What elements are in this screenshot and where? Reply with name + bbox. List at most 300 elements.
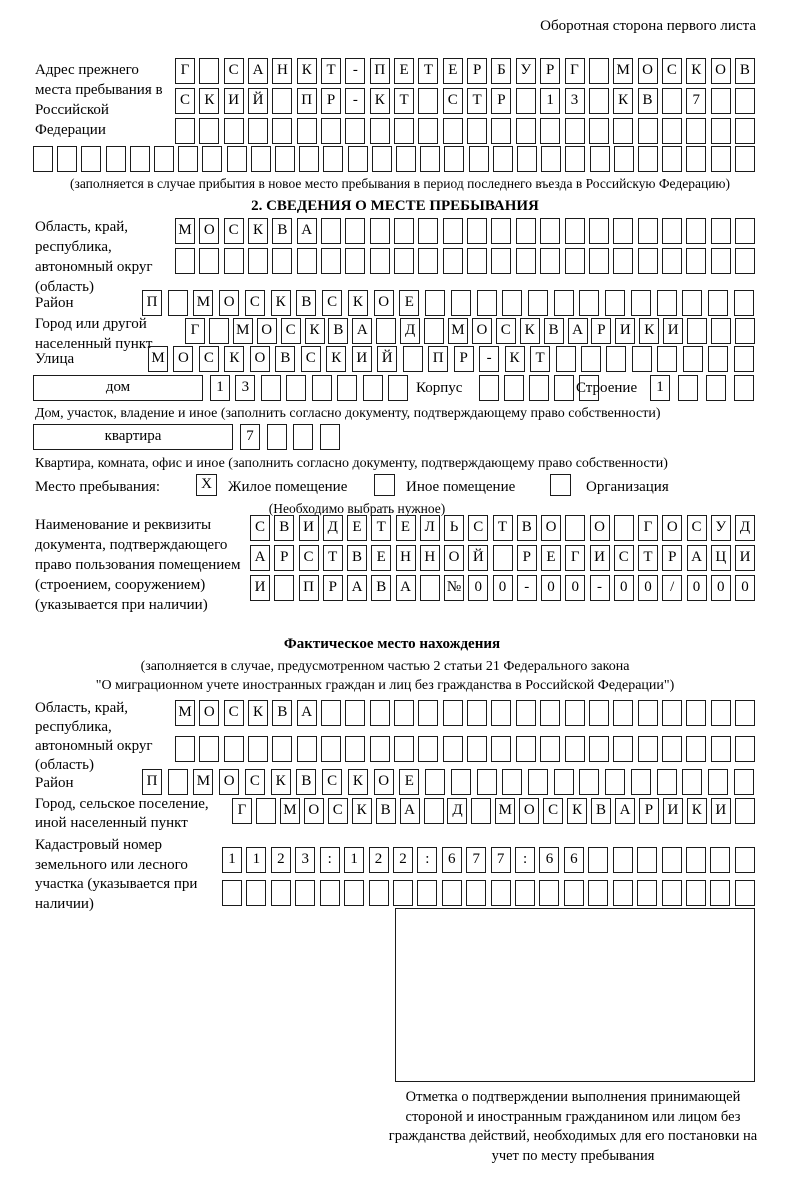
char-cell (451, 290, 471, 316)
char-cell: О (219, 290, 239, 316)
char-cell (613, 218, 633, 244)
char-cell (589, 58, 609, 84)
char-cell: Е (371, 545, 391, 571)
char-cell: К (686, 58, 706, 84)
char-cell (154, 146, 174, 172)
char-cell: К (297, 58, 317, 84)
char-cell (299, 146, 319, 172)
char-cell (467, 736, 487, 762)
char-cell (344, 880, 364, 906)
char-cell (637, 880, 657, 906)
char-cell (271, 880, 291, 906)
char-cell: М (280, 798, 300, 824)
char-cell (248, 248, 268, 274)
char-cell: : (515, 847, 535, 873)
char-cell: Й (468, 545, 488, 571)
char-cell (554, 290, 574, 316)
char-cell: Р (517, 545, 537, 571)
char-cell: О (472, 318, 492, 344)
char-cell (683, 346, 703, 372)
char-cell (403, 346, 423, 372)
char-cell (224, 248, 244, 274)
stay-checkbox-inoe (374, 474, 395, 496)
char-cell: В (296, 769, 316, 795)
char-cell: Е (394, 58, 414, 84)
char-cell (662, 146, 682, 172)
char-cell: - (517, 575, 537, 601)
char-cell (711, 248, 731, 274)
char-cell (224, 736, 244, 762)
char-cell (657, 346, 677, 372)
char-cell: Е (541, 545, 561, 571)
char-cell (711, 736, 731, 762)
char-cell: А (248, 58, 268, 84)
char-cell: К (687, 798, 707, 824)
char-cell (418, 218, 438, 244)
region-row-1 (175, 218, 755, 244)
char-cell (662, 700, 682, 726)
char-cell: О (374, 769, 394, 795)
char-cell: Е (443, 58, 463, 84)
char-cell: К (567, 798, 587, 824)
char-cell (418, 118, 438, 144)
char-cell (734, 290, 754, 316)
char-cell: О (250, 346, 270, 372)
char-cell: П (142, 769, 162, 795)
region-row-2 (175, 248, 755, 274)
char-cell: Г (565, 545, 585, 571)
char-cell: П (297, 88, 317, 114)
char-cell (711, 318, 731, 344)
city-row (185, 318, 755, 344)
char-cell: 7 (240, 424, 260, 450)
char-cell: В (544, 318, 564, 344)
char-cell: К (505, 346, 525, 372)
char-cell (565, 218, 585, 244)
char-cell (57, 146, 77, 172)
char-cell (424, 318, 444, 344)
char-cell (320, 880, 340, 906)
char-cell (589, 218, 609, 244)
char-cell (502, 290, 522, 316)
char-cell: 2 (271, 847, 291, 873)
char-cell: И (590, 545, 610, 571)
confirmation-mark-box (395, 908, 755, 1082)
char-cell (248, 118, 268, 144)
char-cell: В (272, 700, 292, 726)
char-cell: М (495, 798, 515, 824)
char-cell (687, 318, 707, 344)
char-cell: К (639, 318, 659, 344)
stroenie-label: Строение (576, 380, 638, 396)
char-cell (425, 290, 445, 316)
char-cell (734, 375, 754, 401)
char-cell: Д (400, 318, 420, 344)
char-cell: Р (591, 318, 611, 344)
char-cell: В (347, 545, 367, 571)
char-cell: С (281, 318, 301, 344)
char-cell: В (638, 88, 658, 114)
char-cell: Й (377, 346, 397, 372)
char-cell: У (516, 58, 536, 84)
actual-region-row-1 (175, 700, 755, 726)
char-cell (735, 736, 755, 762)
char-cell: С (224, 700, 244, 726)
char-cell (106, 146, 126, 172)
char-cell (735, 88, 755, 114)
char-cell (443, 700, 463, 726)
char-cell (175, 248, 195, 274)
char-cell (735, 847, 755, 873)
char-cell (590, 146, 610, 172)
char-cell (418, 248, 438, 274)
char-cell (589, 88, 609, 114)
section2-title: 2. СВЕДЕНИЯ О МЕСТЕ ПРЕБЫВАНИЯ (251, 198, 539, 214)
char-cell: С (322, 769, 342, 795)
char-cell: У (711, 515, 731, 541)
cadastre-label: Кадастровый номер земельного или лесного участка (указывается при наличии) (35, 837, 198, 912)
char-cell (493, 545, 513, 571)
char-cell (529, 375, 549, 401)
char-cell: С (614, 545, 634, 571)
char-cell (369, 880, 389, 906)
char-cell (638, 118, 658, 144)
char-cell: 0 (468, 575, 488, 601)
char-cell: И (615, 318, 635, 344)
char-cell (711, 218, 731, 244)
char-cell (477, 290, 497, 316)
char-cell: С (199, 346, 219, 372)
char-cell (632, 346, 652, 372)
street-label: Улица (35, 351, 75, 367)
char-cell: № (444, 575, 464, 601)
char-cell (686, 118, 706, 144)
char-cell (370, 118, 390, 144)
char-cell (686, 218, 706, 244)
char-cell (345, 700, 365, 726)
char-cell: В (275, 346, 295, 372)
char-cell (711, 146, 731, 172)
char-cell (297, 736, 317, 762)
char-cell: С (662, 58, 682, 84)
char-cell: М (193, 769, 213, 795)
char-cell: А (400, 798, 420, 824)
char-cell: И (711, 798, 731, 824)
char-cell: А (297, 700, 317, 726)
char-cell: А (687, 545, 707, 571)
char-cell: - (345, 88, 365, 114)
char-cell (588, 880, 608, 906)
char-cell (321, 700, 341, 726)
char-cell: Т (418, 58, 438, 84)
char-cell: Т (638, 545, 658, 571)
char-cell (735, 318, 755, 344)
char-cell (466, 880, 486, 906)
char-cell: В (591, 798, 611, 824)
char-cell (565, 700, 585, 726)
char-cell (706, 375, 726, 401)
char-cell: П (428, 346, 448, 372)
char-cell: С (224, 218, 244, 244)
char-cell: К (326, 346, 346, 372)
actual-region-label: Область, край, республика, автономный округ (область) (35, 700, 153, 773)
char-cell (579, 769, 599, 795)
actual-location-title: Фактическое место нахождения (283, 636, 501, 652)
char-cell: А (250, 545, 270, 571)
char-cell: С (328, 798, 348, 824)
char-cell: Г (565, 58, 585, 84)
char-cell (491, 248, 511, 274)
char-cell (272, 736, 292, 762)
char-cell (418, 736, 438, 762)
char-cell: М (233, 318, 253, 344)
char-cell: В (376, 798, 396, 824)
char-cell: 3 (565, 88, 585, 114)
char-cell (491, 218, 511, 244)
char-cell (638, 736, 658, 762)
char-cell (199, 736, 219, 762)
char-cell: Е (399, 769, 419, 795)
char-cell (348, 146, 368, 172)
char-cell (613, 736, 633, 762)
char-cell (589, 248, 609, 274)
char-cell (418, 88, 438, 114)
char-cell: М (175, 700, 195, 726)
char-cell: М (613, 58, 633, 84)
char-cell (662, 88, 682, 114)
char-cell (479, 375, 499, 401)
char-cell: П (299, 575, 319, 601)
char-cell: Е (399, 290, 419, 316)
char-cell (81, 146, 101, 172)
char-cell (224, 118, 244, 144)
char-cell: Т (530, 346, 550, 372)
char-cell: С (224, 58, 244, 84)
char-cell (451, 769, 471, 795)
char-cell (613, 118, 633, 144)
char-cell (295, 880, 315, 906)
char-cell (657, 769, 677, 795)
actual-location-note-2: "О миграционном учете иностранных граждан и лиц без гражданства в Российской Федерации") (95, 678, 675, 693)
char-cell (708, 290, 728, 316)
char-cell: Д (323, 515, 343, 541)
prev-address-row-2 (175, 88, 755, 114)
char-cell: Е (347, 515, 367, 541)
char-cell (686, 248, 706, 274)
street-row (148, 346, 754, 372)
char-cell (394, 736, 414, 762)
prev-address-row-3 (175, 118, 755, 144)
char-cell: М (175, 218, 195, 244)
char-cell (491, 736, 511, 762)
char-cell: Р (323, 575, 343, 601)
char-cell (504, 375, 524, 401)
char-cell (516, 88, 536, 114)
char-cell: 1 (222, 847, 242, 873)
char-cell: К (248, 218, 268, 244)
char-cell: К (348, 290, 368, 316)
char-cell: - (345, 58, 365, 84)
char-cell (605, 769, 625, 795)
corner-note: Оборотная сторона первого листа (540, 18, 756, 34)
char-cell: Т (371, 515, 391, 541)
char-cell (589, 118, 609, 144)
char-cell (275, 146, 295, 172)
char-cell (469, 146, 489, 172)
char-cell: С (322, 290, 342, 316)
char-cell (631, 769, 651, 795)
char-cell (396, 146, 416, 172)
char-cell: И (663, 798, 683, 824)
char-cell (394, 118, 414, 144)
district-row (142, 290, 754, 316)
char-cell: И (299, 515, 319, 541)
char-cell: К (352, 798, 372, 824)
char-cell (297, 248, 317, 274)
char-cell (178, 146, 198, 172)
char-cell (678, 375, 698, 401)
char-cell: С (245, 769, 265, 795)
char-cell (613, 700, 633, 726)
char-cell: Т (321, 58, 341, 84)
char-cell (370, 218, 390, 244)
char-cell (556, 346, 576, 372)
char-cell: В (274, 515, 294, 541)
char-cell (682, 769, 702, 795)
char-cell: 1 (540, 88, 560, 114)
district-label: Район (35, 295, 74, 311)
char-cell (394, 248, 414, 274)
char-cell: 1 (210, 375, 230, 401)
char-cell (662, 736, 682, 762)
char-cell (631, 290, 651, 316)
prev-address-label: Адрес прежнего места пребывания в Российской Федерации (35, 62, 163, 138)
char-cell (528, 769, 548, 795)
char-cell (370, 736, 390, 762)
char-cell (540, 218, 560, 244)
char-cell: А (568, 318, 588, 344)
char-cell: О (257, 318, 277, 344)
stay-checkbox-org (550, 474, 571, 496)
char-cell: 0 (493, 575, 513, 601)
char-cell: О (304, 798, 324, 824)
char-cell: С (299, 545, 319, 571)
house-type-box: дом (33, 375, 203, 401)
char-cell: Р (639, 798, 659, 824)
char-cell: Р (454, 346, 474, 372)
char-cell: П (142, 290, 162, 316)
char-cell (393, 880, 413, 906)
char-cell (320, 424, 340, 450)
char-cell (199, 248, 219, 274)
char-cell (444, 146, 464, 172)
city-label: Город или другой населенный пункт (35, 316, 153, 352)
char-cell: М (148, 346, 168, 372)
char-cell (272, 88, 292, 114)
char-cell: В (371, 575, 391, 601)
char-cell: Р (540, 58, 560, 84)
char-cell: К (613, 88, 633, 114)
char-cell: : (417, 847, 437, 873)
document-row-3 (250, 575, 755, 601)
char-cell (323, 146, 343, 172)
char-cell (337, 375, 357, 401)
char-cell (613, 880, 633, 906)
char-cell: К (370, 88, 390, 114)
char-cell (345, 736, 365, 762)
char-cell: Д (735, 515, 755, 541)
char-cell: Т (323, 545, 343, 571)
char-cell (261, 375, 281, 401)
char-cell: М (193, 290, 213, 316)
char-cell: Р (491, 88, 511, 114)
char-cell (686, 736, 706, 762)
char-cell: Г (175, 58, 195, 84)
char-cell (251, 146, 271, 172)
char-cell: Т (493, 515, 513, 541)
char-cell (491, 700, 511, 726)
char-cell (613, 847, 633, 873)
char-cell (710, 847, 730, 873)
char-cell (581, 346, 601, 372)
char-cell (471, 798, 491, 824)
char-cell (312, 375, 332, 401)
char-cell: Р (467, 58, 487, 84)
stay-type-label: Место пребывания: (35, 479, 160, 495)
char-cell: Й (248, 88, 268, 114)
char-cell: Р (662, 545, 682, 571)
char-cell: 0 (541, 575, 561, 601)
char-cell: Г (185, 318, 205, 344)
actual-district-label: Район (35, 775, 74, 791)
char-cell: Д (447, 798, 467, 824)
document-row-2 (250, 545, 755, 571)
char-cell: - (479, 346, 499, 372)
char-cell (686, 146, 706, 172)
char-cell: 0 (565, 575, 585, 601)
char-cell: Е (396, 515, 416, 541)
char-cell (33, 146, 53, 172)
char-cell (565, 146, 585, 172)
char-cell (734, 769, 754, 795)
actual-location-note-1: (заполняется в случае, предусмотренном частью 2 статьи 21 Федерального закона (140, 659, 630, 674)
char-cell (708, 346, 728, 372)
stay-option-zhiloe-label: Жилое помещение (228, 479, 348, 495)
char-cell (516, 248, 536, 274)
char-cell (614, 146, 634, 172)
char-cell (541, 146, 561, 172)
cadastre-row-2 (222, 880, 755, 906)
char-cell: 7 (491, 847, 511, 873)
char-cell (515, 880, 535, 906)
char-cell (443, 118, 463, 144)
char-cell (345, 248, 365, 274)
char-cell: С (175, 88, 195, 114)
char-cell (735, 880, 755, 906)
char-cell (682, 290, 702, 316)
char-cell: - (590, 575, 610, 601)
char-cell (321, 736, 341, 762)
char-cell: О (541, 515, 561, 541)
char-cell: Р (321, 88, 341, 114)
char-cell (516, 736, 536, 762)
char-cell (394, 700, 414, 726)
char-cell: С (687, 515, 707, 541)
char-cell (420, 575, 440, 601)
char-cell (565, 736, 585, 762)
char-cell (540, 118, 560, 144)
char-cell: 6 (442, 847, 462, 873)
